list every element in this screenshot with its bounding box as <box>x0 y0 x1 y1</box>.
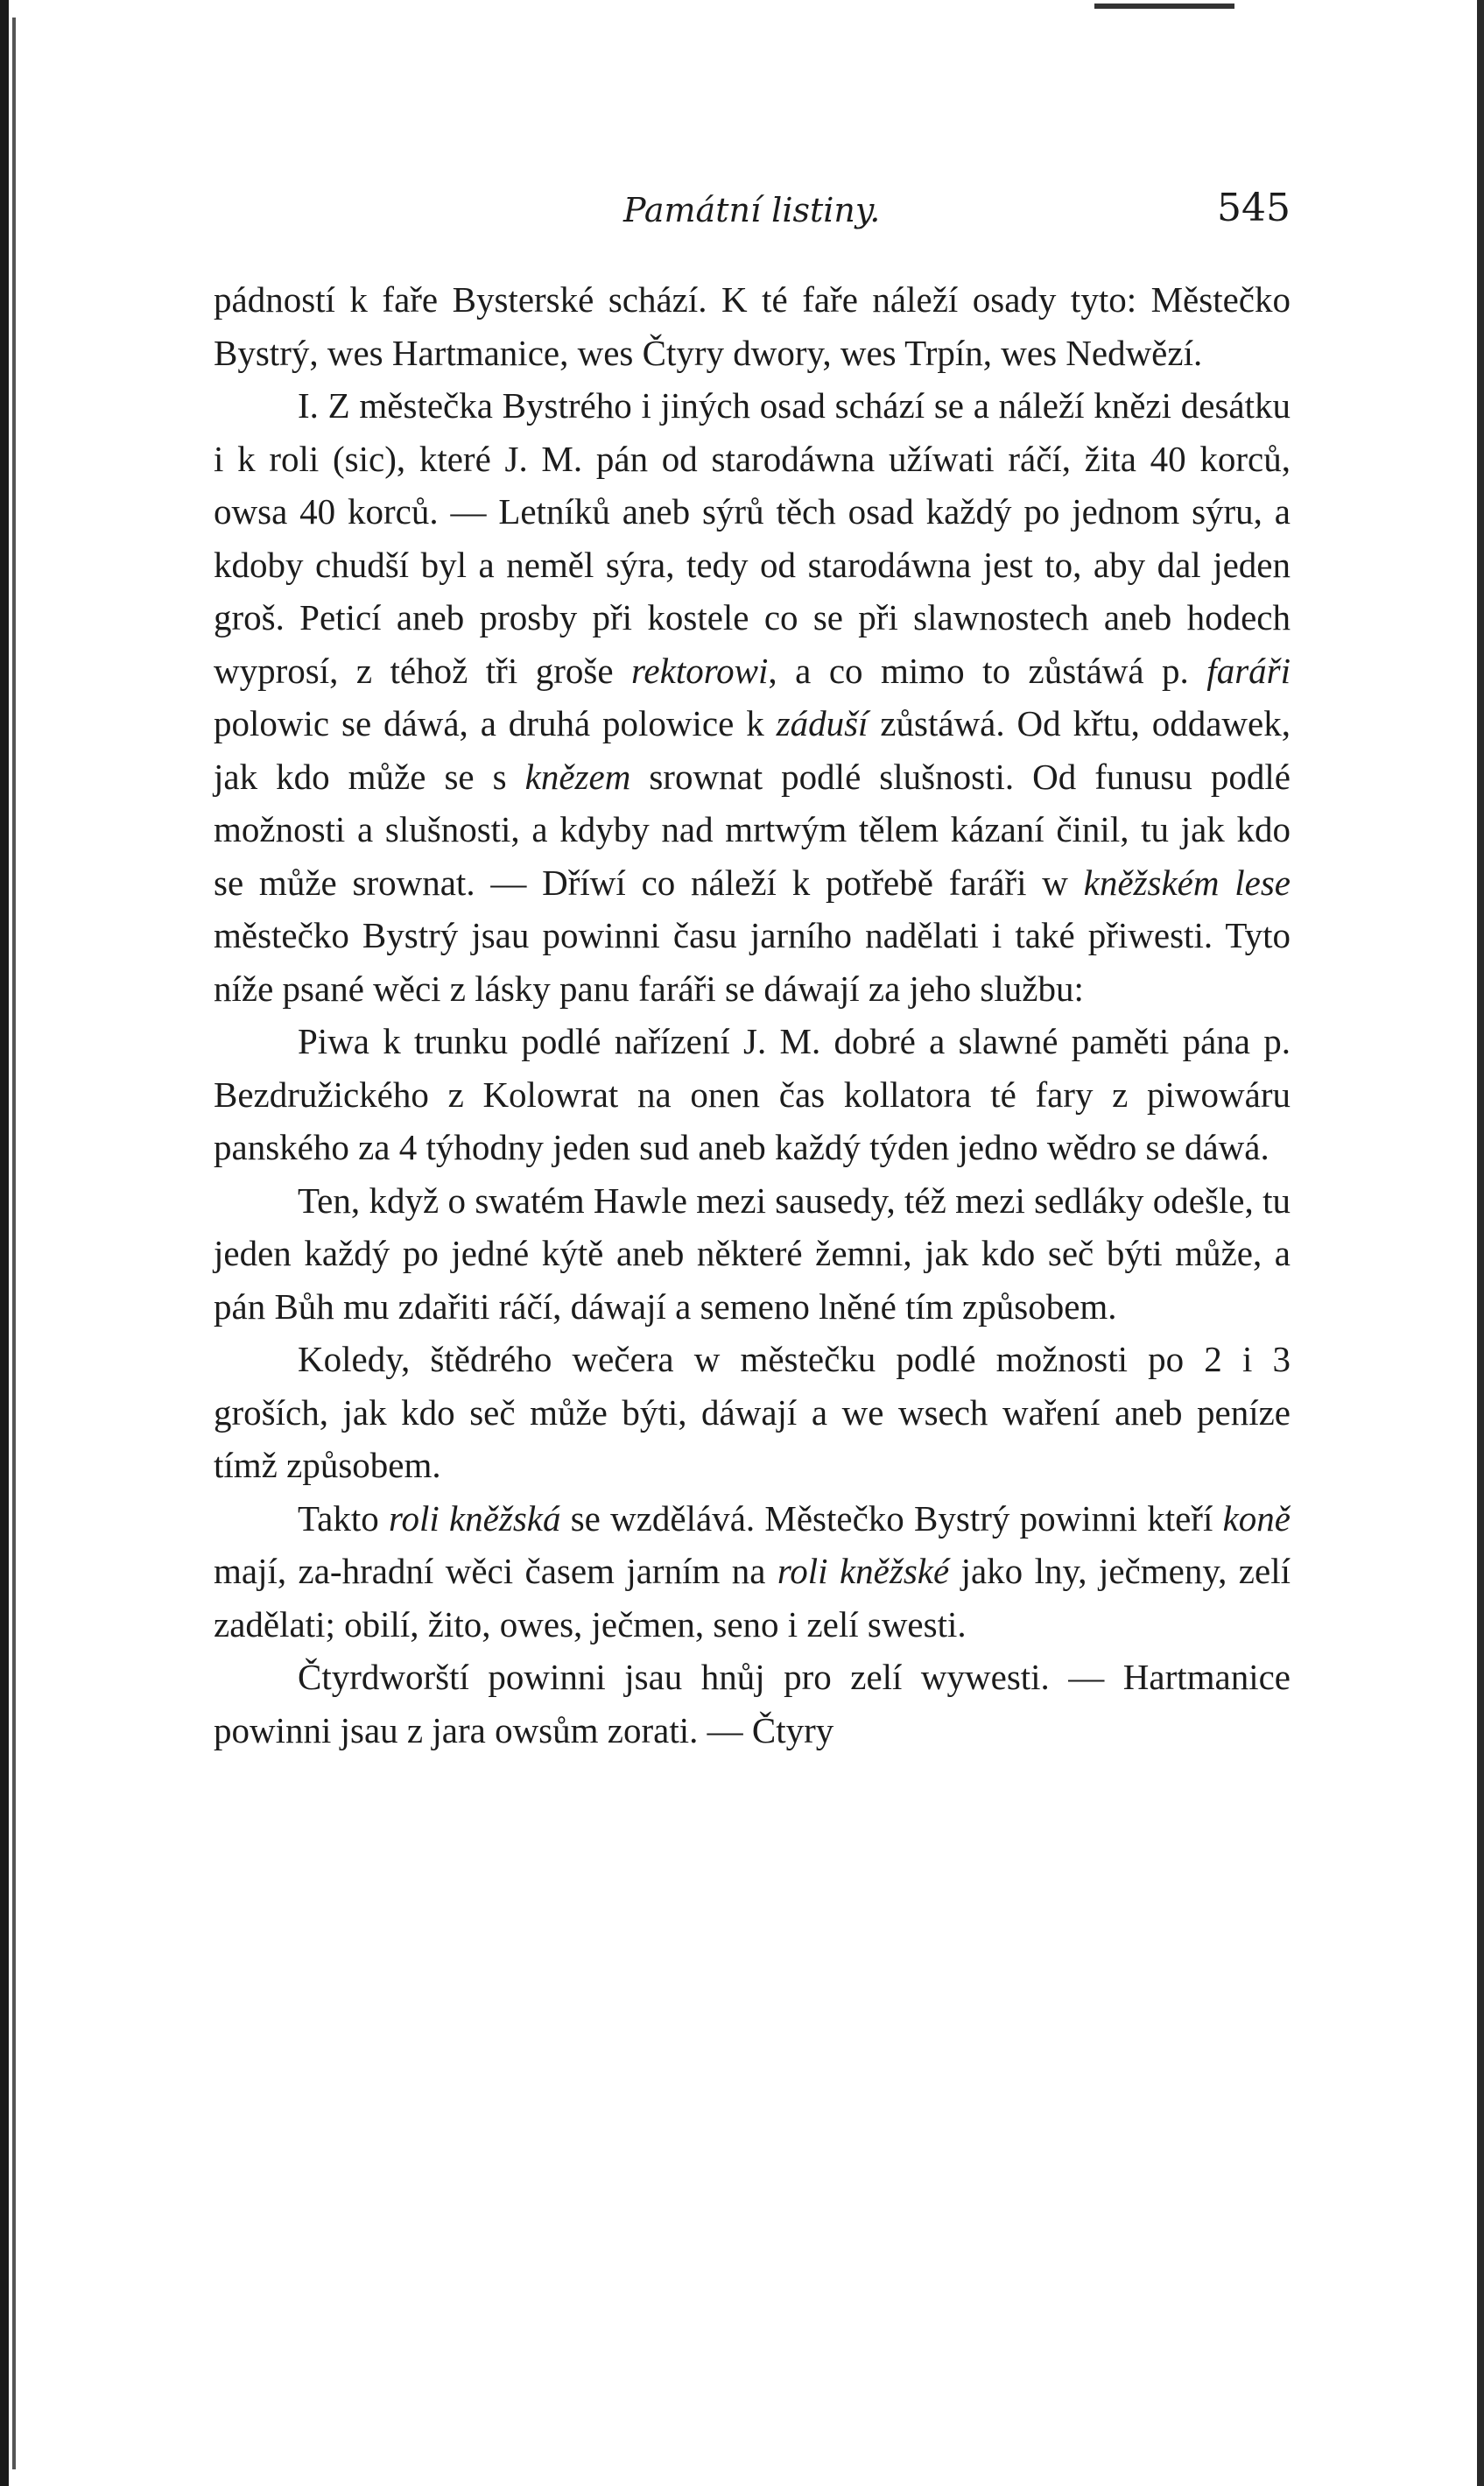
italic-text-run: kněžském lese <box>1083 862 1291 903</box>
paragraph-2 <box>214 379 1291 1015</box>
italic-text-run: roli kněžská <box>389 1497 561 1539</box>
text-run: mají, za-hradní wěci časem jarním na <box>214 1551 777 1591</box>
italic-text-run: záduší <box>776 703 869 743</box>
text-run: I. Z městečka Bystrého i jiných osad schází se a náleží knězi desátku i k roli (sic), které J. M. pán od starodáwna užíwati ráčí, žita 40 korců, owsa 40 korců. — Letníků aneb sýrů těch osad každý po jednom sýru, a kdoby chudší byl a neměl sýra, tedy od starodáwna jest to, aby dal jeden groš. Peticí aneb prosby při kostele co se při slawnostech aneb hodech wyprosí, z téhož tři groše <box>214 385 1291 691</box>
italic-text-run: roli kněžské <box>777 1551 950 1591</box>
italic-text-run: koně <box>1222 1497 1291 1539</box>
page-number: 545 <box>1217 186 1291 230</box>
paragraph-4 <box>214 1174 1291 1334</box>
text-run: polowic se dáwá, a druhá polowice k <box>214 703 777 743</box>
text-run: městečko Bystrý jsau powinni času jarního nadělati i také přiwesti. Tyto níže psané wěci z lásky panu faráři se dáwají za jeho službu: <box>214 915 1291 1009</box>
text-run: pádností k faře Bysterské schází. K té faře náleží osady tyto: Městečko Bystrý, wes Hartmanice, wes Čtyry dwory, wes Trpín, wes Nedwězí. <box>214 279 1291 373</box>
page-edge-right <box>1477 0 1484 2486</box>
italic-text-run: knězem <box>524 756 631 797</box>
italic-text-run: rektorowi <box>631 650 769 691</box>
text-run: Piwa k trunku podlé nařízení J. M. dobré a slawné paměti pána p. Bezdružického z Kolowrat na onen čas kollatora té fary z piwowáru panského za 4 týhodny jeden sud aneb každý týden jedno wědro se dáwá. <box>214 1021 1291 1167</box>
paragraph-5 <box>214 1333 1291 1492</box>
page-header <box>214 186 1291 256</box>
text-run: Takto <box>298 1497 390 1539</box>
text-run: Ten, když o swatém Hawle mezi sausedy, též mezi sedláky odešle, tu jeden každý po jedné kýtě aneb některé žemni, jak kdo seč býti může, a pán Bůh mu zdařiti ráčí, dáwají a semeno lněné tím způsobem. <box>214 1180 1291 1327</box>
running-title: Památní listiny. <box>623 191 881 229</box>
text-run: zůstáwá. Od křtu, oddawek, jak kdo může se s <box>214 703 1291 797</box>
text-run: srownat podlé slušnosti. Od funusu podlé možnosti a slušnosti, a kdyby nad mrtwým tělem kázaní činil, tu jak kdo se může srownat. — Dříwí co náleží k potřebě faráři w <box>214 756 1291 903</box>
paragraph-6 <box>214 1492 1291 1651</box>
paragraph-1 <box>214 273 1291 379</box>
text-run: , a co mimo to zůstáwá p. <box>768 650 1207 691</box>
text-run: se wzdělává. Městečko Bystrý powinni kteří <box>560 1497 1223 1539</box>
text-run: jako lny, ječmeny, zelí zadělati; obilí, žito, owes, ječmen, seno i zelí swesti. <box>214 1551 1291 1644</box>
scan-artifact-top <box>1094 4 1234 9</box>
paragraph-3 <box>214 1015 1291 1174</box>
text-run: Koledy, štědrého wečera w městečku podlé možnosti po 2 i 3 groších, jak kdo seč může býti, dáwají a we wsech waření aneb peníze tímž způsobem. <box>214 1339 1291 1485</box>
text-run: Čtyrdworští powinni jsau hnůj pro zelí wywesti. — Hartmanice powinni jsau z jara owsům zorati. — Čtyry <box>214 1657 1291 1750</box>
paragraph-7 <box>214 1651 1291 1757</box>
body-text <box>214 273 1291 1757</box>
page-edge-left <box>0 0 9 2486</box>
page-shadow-left <box>12 18 16 2469</box>
italic-text-run: faráři <box>1206 650 1291 691</box>
